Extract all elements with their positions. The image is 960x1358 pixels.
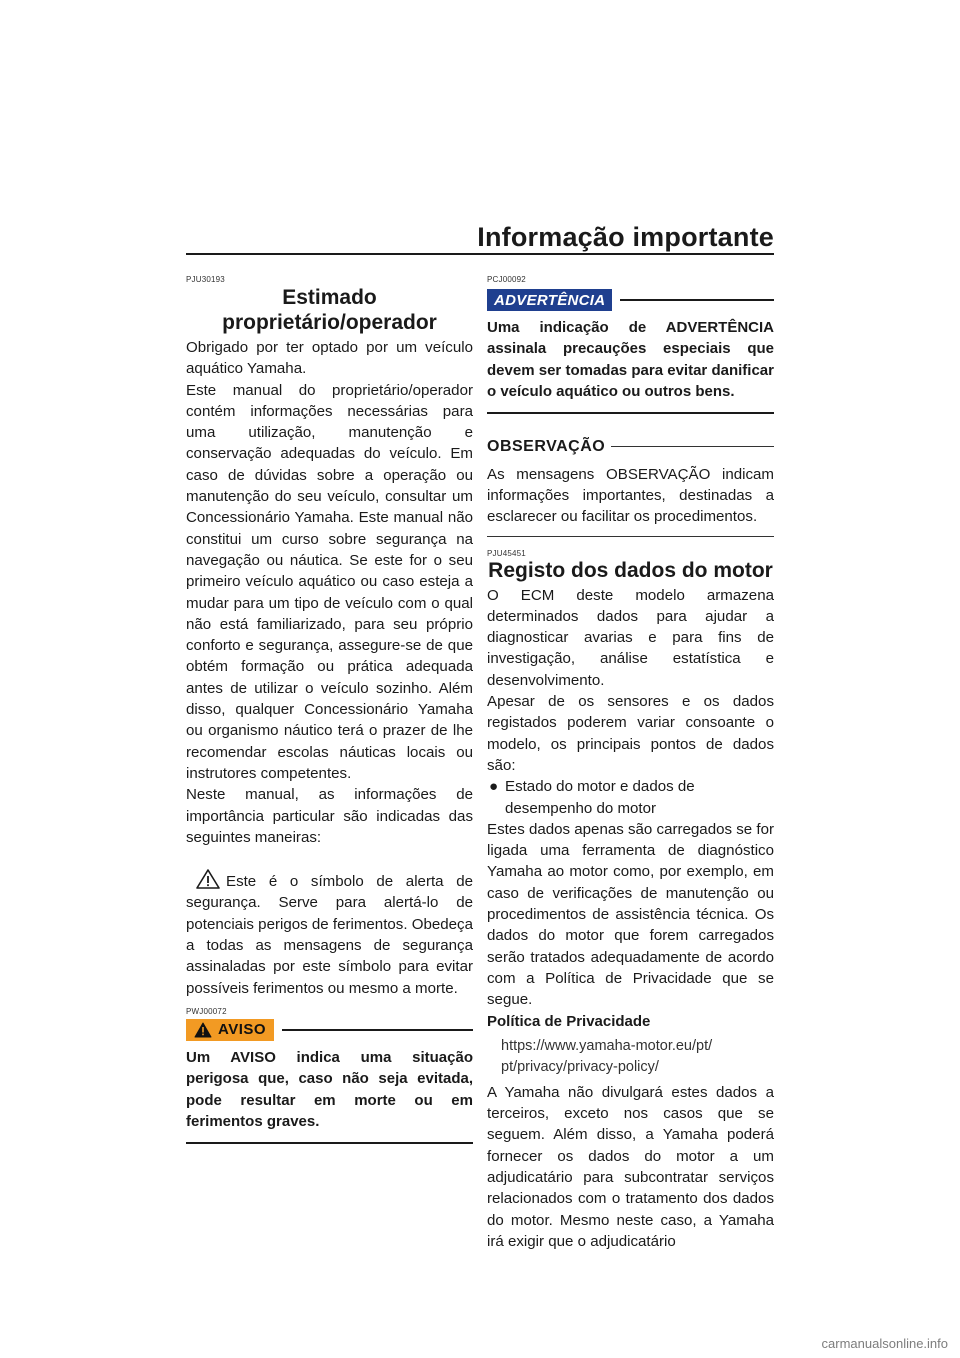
aviso-end-rule: [186, 1142, 473, 1144]
engine-paragraph-2: Apesar de os sensores e os dados registados poderem variar consoante o modelo, os principais pontos de dados são:: [487, 693, 774, 774]
intro-paragraph-2: Este manual do proprietário/operador contém informações necessárias para uma utilização, manutenção e conservação adequadas do veículo. Em caso de dúvidas sobre a operação ou manutenção do seu veículo, consultar um Concessionário Yamaha. Este manual não constitui um curso sobre segurança na navegação ou náutica. Se este for o seu primeiro veículo aquático ou caso esteja a mudar para um tipo de veículo com o qual não está familiarizado, para seu próprio conforto e segurança, assegure-se de que obtém formação ou prática adequada antes de utilizar o veículo sozinho. Além disso, qualquer Concessionário Yamaha ou organismo náutico terá o prazer de lhe recomendar escolas náuticas locais ou instrutores competentes.: [186, 381, 473, 782]
privacy-url-line-1[interactable]: https://www.yamaha-motor.eu/pt/: [501, 1037, 713, 1054]
heading-line-2: proprietário/operador: [222, 311, 437, 334]
heading-line-1: Estimado: [282, 286, 377, 309]
left-column: [186, 275, 473, 1144]
title-rule: [186, 253, 774, 255]
aviso-rule: [282, 1029, 473, 1031]
observacao-rule: [611, 446, 774, 447]
list-item-text: Estado do motor e dados de desempenho do motor: [505, 778, 695, 817]
aviso-text: Um AVISO indica uma situação perigosa que, caso não seja evitada, pode resultar em morte ou em ferimentos graves.: [186, 1048, 473, 1130]
section-heading-engine-data: Registo dos dados do motor: [488, 558, 773, 582]
watermark: carmanualsonline.info: [821, 1336, 948, 1351]
page-title: Informação importante: [477, 222, 774, 252]
aviso-label: AVISO: [218, 1021, 267, 1039]
bullet-icon: ●: [489, 778, 499, 796]
engine-paragraph-3: Estes dados apenas são carregados se for ligada uma ferramenta de diagnóstico Yamaha ao motor como, por exemplo, em caso de verificações de manutenção ou procedimentos de assistência técnica. Os dados do motor que forem carregados serão tratados adequadamente de acordo com a Política de Privacidade que se segue.: [487, 820, 774, 1009]
privacy-url-line-2[interactable]: pt/privacy/privacy-policy/: [501, 1058, 659, 1075]
engine-paragraph-1: O ECM deste modelo armazena determinados dados para ajudar a diagnosticar avarias e para fins de investigação, análise estatística e desenvolvimento.: [487, 586, 774, 689]
advertencia-text: Uma indicação de ADVERTÊNCIA assinala precauções especiais que devem ser tomadas para evitar danificar o veículo aquático ou outros bens.: [487, 319, 774, 400]
safety-alert-paragraph: [186, 869, 473, 999]
intro-paragraph-1: Obrigado por ter optado por um veículo aquático Yamaha.: [186, 339, 473, 378]
intro-paragraph-3: Neste manual, as informações de importância particular são indicadas das seguintes maneiras:: [186, 786, 473, 846]
section-code: PJU30193: [186, 275, 225, 284]
advertencia-label: ADVERTÊNCIA: [487, 289, 612, 311]
observacao-end-rule: [487, 536, 774, 537]
caution-code: PCJ00092: [487, 275, 526, 284]
observacao-text: As mensagens OBSERVAÇÃO indicam informações importantes, destinadas a esclarecer ou facilitar os procedimentos.: [487, 465, 774, 526]
section-heading-owner: [186, 285, 473, 335]
privacy-heading: Política de Privacidade: [487, 1012, 651, 1030]
safety-alert-text: Este é o símbolo de alerta de segurança. Serve para alertá-lo de potenciais perigos de ferimentos. Obedeça a todas as mensagens de segurança assinaladas por este símbolo para evitar possíveis ferimentos ou mesmo a morte.: [186, 873, 473, 997]
advertencia-signal-row: [487, 289, 774, 311]
aviso-signal-row: [186, 1019, 473, 1041]
aviso-signal-word: [186, 1019, 274, 1041]
advertencia-rule: [620, 299, 774, 301]
engine-paragraph-4: A Yamaha não divulgará estes dados a terceiros, exceto nos casos que se seguem. Além disso, a Yamaha poderá fornecer os dados do motor a um adjudicatário para subcontratar serviços relacionados com o tratamento dos dados do motor. Mesmo neste caso, a Yamaha irá exigir que o adjudicatário: [487, 1083, 774, 1250]
right-column: [487, 275, 774, 1252]
warning-code: PWJ00072: [186, 1006, 227, 1016]
list-item: [487, 776, 774, 819]
warning-triangle-icon: [194, 1022, 212, 1038]
safety-alert-icon: [196, 869, 220, 889]
observacao-row: [487, 438, 774, 456]
advertencia-end-rule: [487, 412, 774, 414]
privacy-url[interactable]: [487, 1036, 774, 1078]
observacao-label: OBSERVAÇÃO: [487, 437, 606, 455]
engine-data-code: PJU45451: [487, 548, 526, 558]
